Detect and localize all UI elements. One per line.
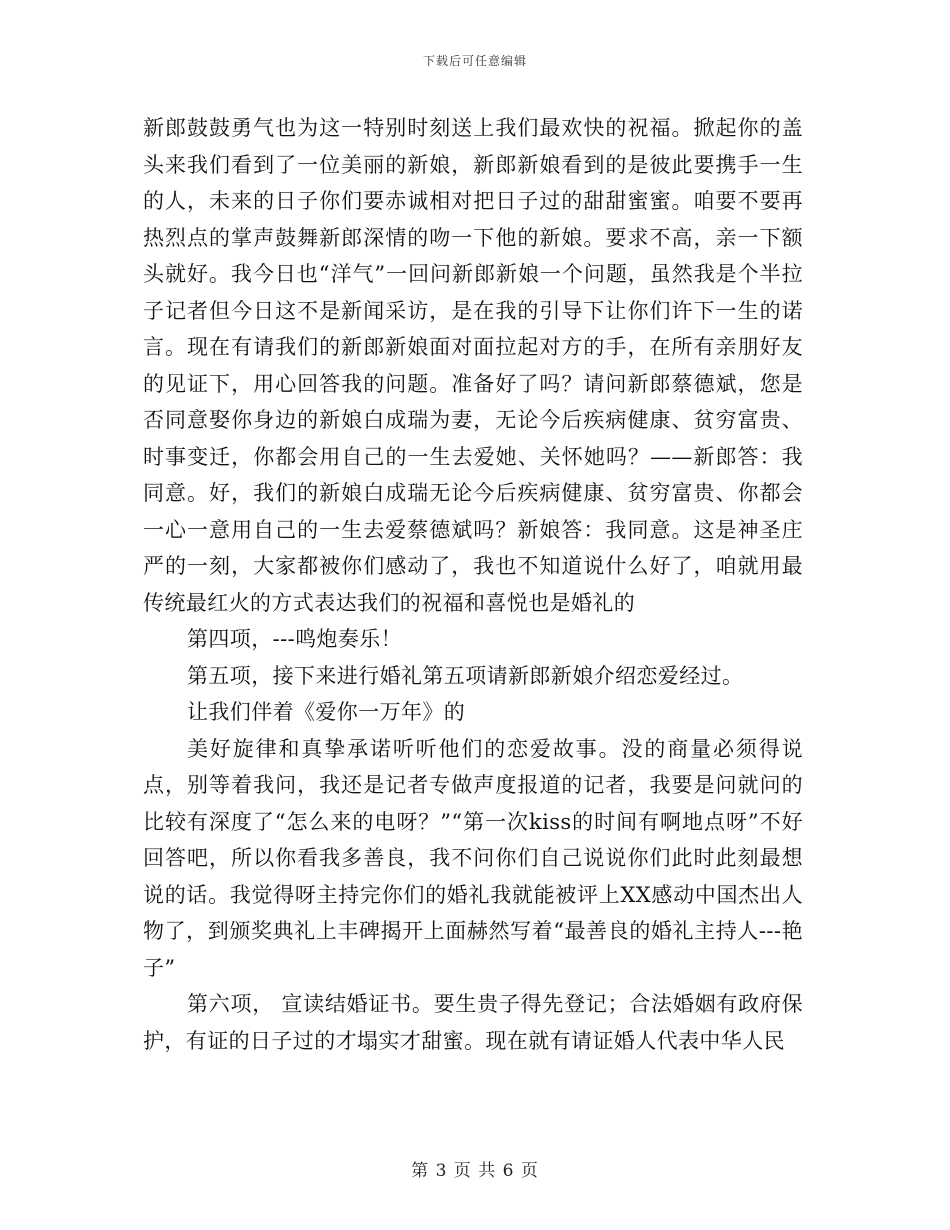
page-number: 第 3 页 共 6 页 bbox=[411, 1161, 539, 1181]
paragraph-item-6: 第六项， 宣读结婚证书。要生贵子得先登记；合法婚姻有政府保护，有证的日子过的才塌实才甜蜜。现在就有请证婚人代表中华人民 bbox=[143, 992, 803, 1053]
page-header: 下载后可任意编辑 bbox=[422, 54, 527, 68]
paragraph-love-story: 美好旋律和真挚承诺听听他们的恋爱故事。没的商量必须得说点，别等着我问，我还是记者专做声度报道的记者，我要是问就问的比较有深度了“怎么来的电呀？”“第一次kiss的时间有啊地点呀”不好回答吧，所以你看我多善良，我不问你们自己说说你们此时此刻最想说的话。我觉得呀主持完你们的婚礼我就能被评上XX感动中国杰出人物了，到颁奖典礼上丰碑揭开上面赫然写着“最善良的婚礼主持人---艳子” bbox=[143, 736, 803, 980]
document-body bbox=[143, 110, 803, 1059]
paragraph-item-5: 第五项，接下来进行婚礼第五项请新郎新娘介绍恋爱经过。 bbox=[187, 663, 744, 688]
paragraph-song-intro: 让我们伴着《爱你一万年》的 bbox=[187, 700, 466, 724]
paragraph-vows: 新郎鼓鼓勇气也为这一特别时刻送上我们最欢快的祝福。掀起你的盖头来我们看到了一位美丽的新娘，新郎新娘看到的是彼此要携手一生的人，未来的日子你们要赤诚相对把日子过的甜甜蜜蜜。咱要不要再热烈点的掌声鼓舞新郎深情的吻一下他的新娘。要求不高，亲一下额头就好。我今日也“洋气”一回问新郎新娘一个问题，虽然我是个半拉子记者但今日这不是新闻采访，是在我的引导下让你们许下一生的诺言。现在有请我们的新郎新娘面对面拉起对方的手，在所有亲朋好友的见证下，用心回答我的问题。准备好了吗？请问新郎蔡德斌，您是否同意娶你身边的新娘白成瑞为妻，无论今后疾病健康、贫穷富贵、时事变迁，你都会用自己的一生去爱她、关怀她吗？——新郎答：我同意。好，我们的新娘白成瑞无论今后疾病健康、贫穷富贵、你都会一心一意用自己的一生去爱蔡德斌吗？新娘答：我同意。这是神圣庄严的一刻，大家都被你们感动了，我也不知道说什么好了，咱就用最传统最红火的方式表达我们的祝福和喜悦也是婚礼的 bbox=[143, 116, 803, 615]
paragraph-item-4: 第四项，---鸣炮奏乐！ bbox=[187, 627, 403, 651]
